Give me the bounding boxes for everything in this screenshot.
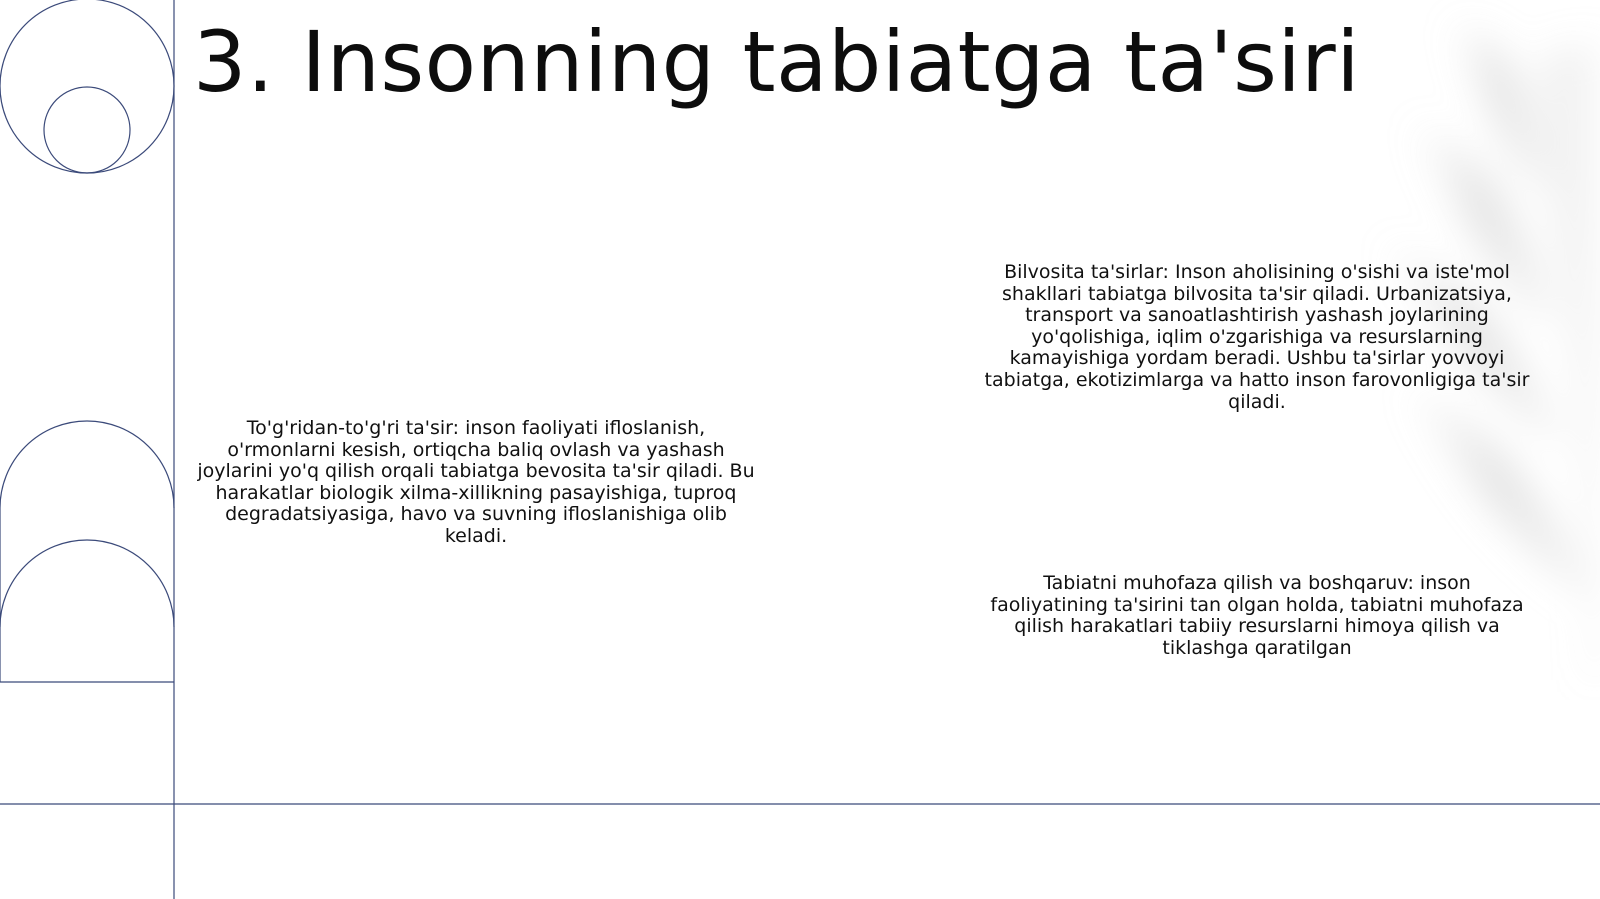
slide-title: 3. Insonning tabiatga ta'siri (193, 13, 1361, 111)
direct-impact-text: To'g'ridan-to'g'ri ta'sir: inson faoliyati ifloslanish, o'rmonlarni kesish, ortiqcha baliq ovlash va yashash joylarini yo'q qilish orqali tabiatga bevosita ta'sir qiladi. Bu harakatlar biologik xilma-xillikning pasayishiga, tuproq degradatsiyasiga, havo va suvning ifloslanishiga olib keladi. (197, 417, 755, 547)
protection-text: Tabiatni muhofaza qilish va boshqaruv: inson faoliyatining ta'sirini tan olgan holda, tabiatni muhofaza qilish harakatlari tabiiy resurslarni himoya qilish va tiklashga qaratilgan (990, 572, 1524, 659)
indirect-impact-text: Bilvosita ta'sirlar: Inson aholisining o'sishi va iste'mol shakllari tabiatga bilvosita ta'sir qiladi. Urbanizatsiya, transport va sanoatlashtirish yashash joylarining yo'qolishiga, iqlim o'zgarishiga va resurslarning kamayishiga yordam beradi. Ushbu ta'sirlar yovvoyi tabiatga, ekotizimlarga va hatto inson farovonligiga ta'sir qiladi. (984, 261, 1530, 413)
